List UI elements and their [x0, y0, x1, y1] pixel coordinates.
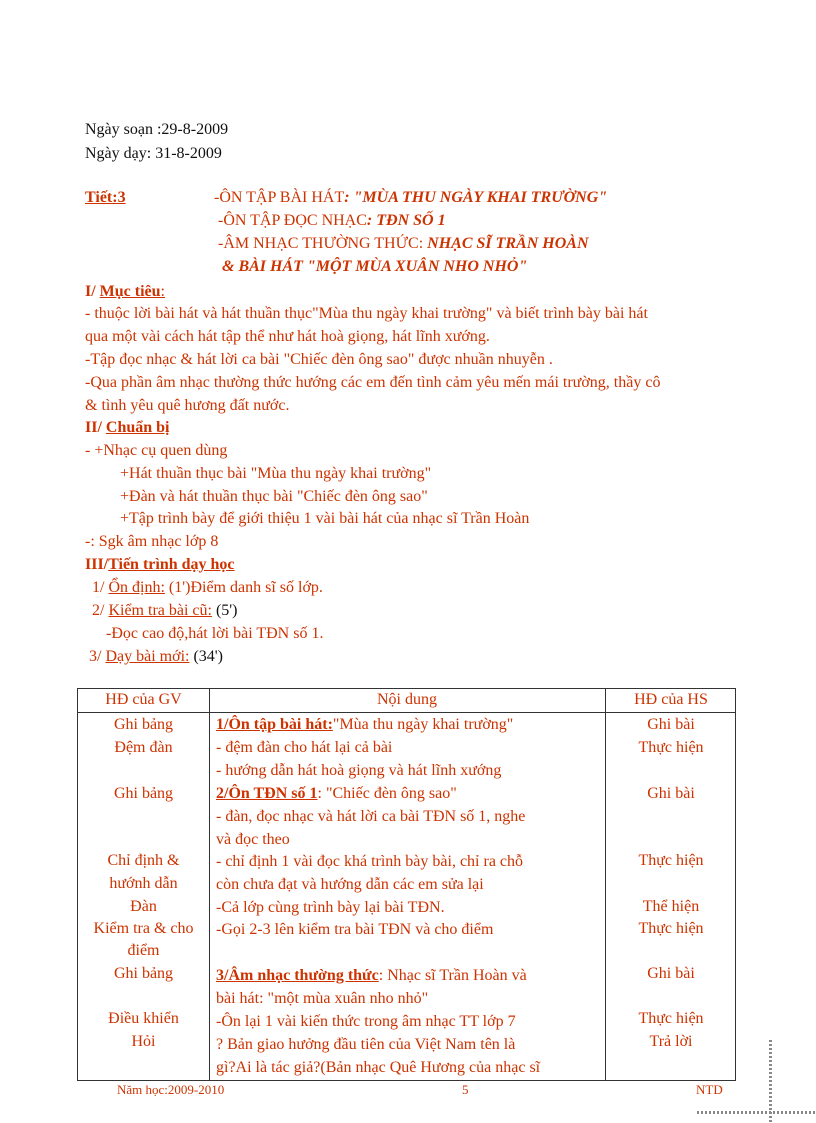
- section-1-song: "Mùa thu ngày khai trường": [332, 716, 514, 733]
- objectives-colon: :: [160, 283, 165, 300]
- gv-cell: Ghi bảng: [113, 716, 174, 733]
- topic-2-prefix: -ÔN TẬP ĐỌC NHẠC: [218, 212, 367, 229]
- objective-line: - thuộc lời bài hát và hát thuần thục"Mùa thu ngày khai trường" và biết trình bày bài hát: [85, 305, 648, 322]
- lesson-table: [77, 688, 736, 1081]
- hs-cell: Ghi bài: [647, 716, 695, 733]
- content-line: - chỉ định 1 vài đọc khá trình bày bài, chỉ ra chỗ: [216, 853, 524, 870]
- hs-cell: Thể hiện: [642, 898, 700, 915]
- date-prepared: Ngày soạn :29-8-2009: [85, 121, 229, 138]
- gv-cell: hướnh dẫn: [109, 875, 178, 892]
- objectives-heading: [85, 283, 165, 301]
- hs-cell: Thực hiện: [638, 920, 704, 937]
- topic-1-title: : "MÙA THU NGÀY KHAI TRƯỜNG": [344, 189, 608, 206]
- preparation-title: Chuẩn bị: [105, 419, 170, 436]
- lesson-number: Tiết:3: [85, 189, 126, 206]
- objectives-num: I/: [85, 283, 100, 300]
- content-line: [216, 716, 513, 734]
- topic-1-prefix: -ÔN TẬP BÀI HÁT: [214, 189, 345, 206]
- col-divider: [209, 689, 210, 1080]
- topic-2-title: : TĐN SỐ 1: [366, 212, 446, 229]
- content-line: -Cả lớp cùng trình bày lại bài TĐN.: [216, 899, 445, 916]
- step-3: [89, 648, 223, 666]
- hs-cell: Thực hiện: [638, 852, 704, 869]
- date-taught: Ngày dạy: 31-8-2009: [85, 145, 222, 162]
- process-num: III/: [85, 556, 109, 573]
- process-heading: [85, 556, 235, 574]
- preparation-heading: [85, 419, 170, 437]
- content-line: - đàn, đọc nhạc và hát lời ca bài TĐN số 1, nghe: [216, 808, 526, 825]
- step-3-text: (34'): [189, 648, 223, 665]
- objective-line: & tình yêu quê hương đất nước.: [85, 397, 290, 414]
- gv-cell: Điều khiển: [108, 1010, 179, 1027]
- content-line: [216, 785, 457, 803]
- preparation-line: -: Sgk âm nhạc lớp 8: [85, 533, 219, 550]
- content-line: ? Bản giao hưởng đầu tiên của Việt Nam tên là: [216, 1036, 516, 1053]
- hs-cell: Thực hiện: [638, 1010, 704, 1027]
- step-1-text: (1')Điểm danh sĩ số lớp.: [164, 579, 323, 596]
- gv-cell: Ghi bảng: [113, 785, 174, 802]
- preparation-line: +Đàn và hát thuần thục bài "Chiếc đèn ông sao": [120, 488, 428, 505]
- section-3-title: 3/Âm nhạc thường thức: [216, 967, 379, 984]
- gv-cell: Đệm đàn: [114, 739, 173, 756]
- hs-cell: Trả lời: [649, 1033, 693, 1050]
- content-line: bài hát: "một mùa xuân nho nhỏ": [216, 990, 429, 1007]
- header-divider: [78, 712, 735, 713]
- content-line: và đọc theo: [216, 831, 290, 848]
- content-line: gì?Ai là tác giả?(Bản nhạc Quê Hương của nhạc sĩ: [216, 1059, 541, 1076]
- step-3-num: 3/: [89, 648, 106, 665]
- content-line: - đệm đàn cho hát lại cả bài: [216, 739, 393, 756]
- footer-author: NTD: [696, 1082, 723, 1097]
- content-line: -Ôn lại 1 vài kiến thức trong âm nhạc TT lớp 7: [216, 1013, 516, 1030]
- topic-3-prefix: -ÂM NHẠC THƯỜNG THỨC:: [218, 235, 428, 252]
- hs-cell: Ghi bài: [647, 785, 695, 802]
- gv-cell: Ghi bảng: [113, 965, 174, 982]
- process-title: Tiến trình dạy học: [108, 556, 235, 573]
- header-gv: HĐ của GV: [105, 691, 182, 708]
- lesson-topic-3: [218, 235, 589, 253]
- objective-line: -Tập đọc nhạc & hát lời ca bài "Chiếc đèn ông sao" được nhuần nhuyễn .: [85, 351, 553, 368]
- step-1-label: Ổn định:: [108, 579, 165, 596]
- content-line: còn chưa đạt và hướng dẫn các em sửa lại: [216, 876, 484, 893]
- gv-cell: Chỉ định &: [107, 852, 180, 869]
- lesson-topic-2: [218, 212, 446, 230]
- content-line: -Gọi 2-3 lên kiểm tra bài TĐN và cho điểm: [216, 921, 494, 938]
- corner-mark-horizontal: [697, 1111, 816, 1114]
- content-line: [216, 967, 527, 985]
- step-2-text: (5'): [211, 602, 238, 619]
- footer-school-year: Năm học:2009-2010: [117, 1082, 225, 1097]
- gv-cell: Hỏi: [131, 1033, 156, 1050]
- section-2-song: : "Chiếc đèn ông sao": [317, 785, 457, 802]
- step-2-num: 2/: [92, 602, 109, 619]
- objectives-title: Mục tiêu: [99, 283, 161, 300]
- objective-line: -Qua phần âm nhạc thường thức hướng các em đến tình cảm yêu mến mái trường, thầy cô: [85, 374, 661, 391]
- step-3-label: Dạy bài mới:: [105, 648, 190, 665]
- gv-cell: Đàn: [130, 898, 157, 915]
- lesson-topic-1: [214, 189, 607, 207]
- header-content: Nội dung: [377, 691, 437, 708]
- preparation-line: +Tập trình bày để giới thiệu 1 vài bài hát của nhạc sĩ Trần Hoàn: [120, 510, 530, 527]
- content-line: - hướng dẫn hát hoà giọng và hát lĩnh xướng: [216, 762, 502, 779]
- preparation-line: +Hát thuần thục bài "Mùa thu ngày khai trường": [120, 465, 432, 482]
- preparation-line: - +Nhạc cụ quen dùng: [85, 442, 228, 459]
- gv-cell: Kiểm tra & cho: [93, 920, 194, 937]
- preparation-num: II/: [85, 419, 106, 436]
- lesson-topic-4: & BÀI HÁT "MỘT MÙA XUÂN NHO NHỎ": [222, 258, 528, 275]
- step-1-num: 1/: [92, 579, 109, 596]
- page-number: 5: [462, 1082, 469, 1097]
- section-1-title: 1/Ôn tập bài hát:: [216, 716, 333, 733]
- step-2-label: Kiểm tra bài cũ:: [108, 602, 212, 619]
- step-1: [92, 579, 323, 597]
- topic-3-title: NHẠC SĨ TRẦN HOÀN: [427, 235, 589, 252]
- step-2: [92, 602, 238, 620]
- objective-line: qua một vài cách hát tập thể như hát hoà giọng, hát lĩnh xướng.: [85, 328, 490, 345]
- step-2-sub: -Đọc cao độ,hát lời bài TĐN số 1.: [106, 625, 324, 642]
- header-hs: HĐ của HS: [634, 691, 708, 708]
- hs-cell: Ghi bài: [647, 965, 695, 982]
- section-2-title: 2/Ôn TĐN số 1: [216, 785, 318, 802]
- section-3-rest: : Nhạc sĩ Trần Hoàn và: [378, 967, 527, 984]
- gv-cell: điểm: [127, 942, 160, 959]
- hs-cell: Thực hiện: [638, 739, 704, 756]
